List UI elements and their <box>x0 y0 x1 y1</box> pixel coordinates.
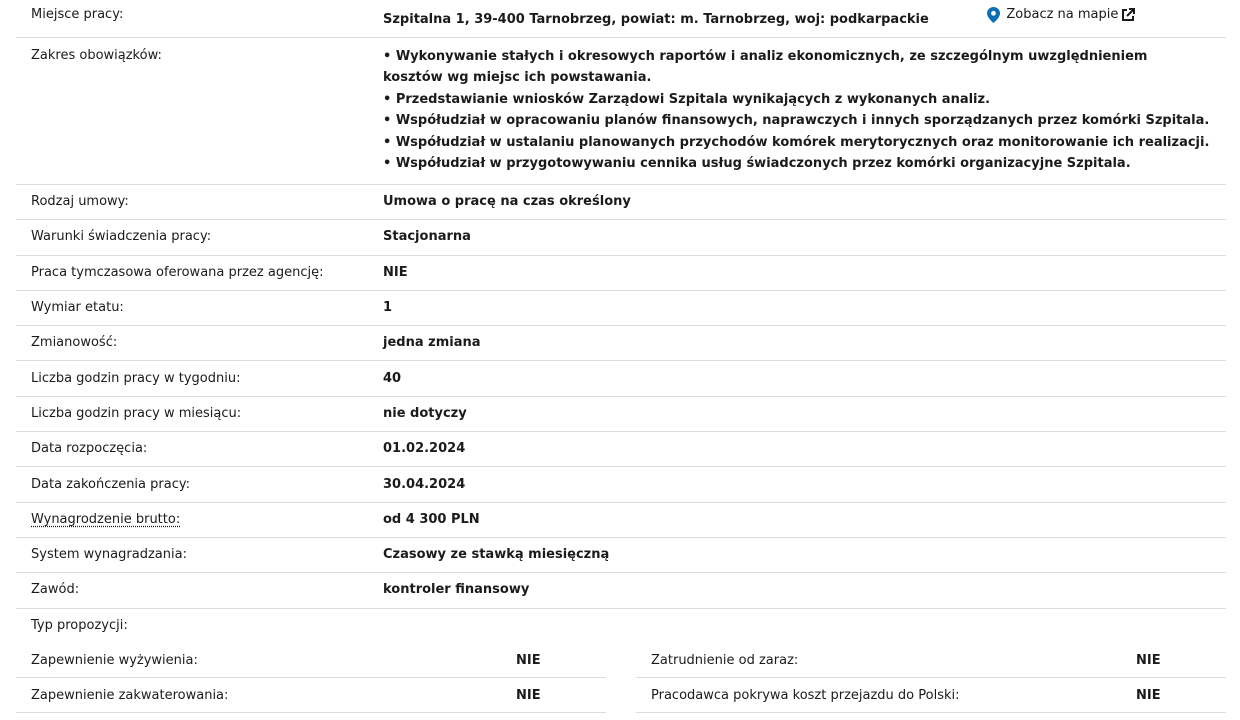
proposal-item <box>636 643 1226 678</box>
detail-value: kontroler finansowy <box>383 582 530 598</box>
row-end-date <box>16 467 1226 502</box>
detail-value: od 4 300 PLN <box>383 511 480 527</box>
salary-label[interactable] <box>16 512 383 528</box>
detail-value: Umowa o pracę na czas określony <box>383 194 631 210</box>
row-proposal-type <box>16 609 1226 643</box>
detail-label: Data rozpoczęcia: <box>31 441 148 457</box>
external-link-icon <box>1121 8 1135 22</box>
proposal-grid <box>16 643 1226 714</box>
row-contract-type <box>16 185 1226 220</box>
map-link-label: Zobacz na mapie <box>1006 7 1119 22</box>
proposal-item-value: NIE <box>516 652 541 668</box>
duty-item: • Przedstawianie wniosków Zarządowi Szpitala wynikających z wykonanych analiz. <box>383 91 991 107</box>
workplace-value <box>383 7 1226 28</box>
row-hours-week <box>16 361 1226 396</box>
row-shifts <box>16 326 1226 361</box>
row-work-conditions <box>16 220 1226 255</box>
proposal-item-value: NIE <box>1136 652 1161 668</box>
detail-label: Warunki świadczenia pracy: <box>31 229 212 245</box>
proposal-item-label: Zapewnienie wyżywienia: <box>31 652 198 668</box>
detail-value: 30.04.2024 <box>383 476 466 492</box>
proposal-item-label: Zatrudnienie od zaraz: <box>651 652 799 668</box>
proposal-item-label: Zapewnienie zakwaterowania: <box>31 687 229 703</box>
duties-label: Zakres obowiązków: <box>31 48 162 63</box>
detail-label: Zmianowość: <box>31 335 118 351</box>
duty-item: • Wykonywanie stałych i okresowych raportów i analiz ekonomicznych, ze szczególnym uwzględnieniem kosztów wg miejsc ich powstawania. <box>383 49 1148 86</box>
detail-value: 1 <box>383 300 393 316</box>
detail-value: 40 <box>383 370 402 386</box>
proposal-label: Typ propozycji: <box>31 617 128 633</box>
detail-label: Praca tymczasowa oferowana przez agencję: <box>31 264 324 280</box>
proposal-item <box>16 678 606 713</box>
detail-label: Wymiar etatu: <box>31 300 124 316</box>
detail-label: Data zakończenia pracy: <box>31 476 190 492</box>
proposal-left-column <box>16 643 606 714</box>
map-link[interactable] <box>987 7 1135 23</box>
row-temporary-agency <box>16 256 1226 291</box>
proposal-item-value: NIE <box>1136 687 1161 703</box>
duty-item: • Współudział w ustalaniu planowanych przychodów komórek merytorycznych oraz monitorowanie ich realizacji. <box>383 134 1210 150</box>
salary-label-text[interactable]: Wynagrodzenie brutto: <box>31 511 181 527</box>
proposal-item-value: NIE <box>516 687 541 703</box>
detail-label: Liczba godzin pracy w miesiącu: <box>31 405 242 421</box>
row-pay-system <box>16 538 1226 573</box>
proposal-item-label: Pracodawca pokrywa koszt przejazdu do Polski: <box>651 687 960 703</box>
proposal-item <box>16 643 606 678</box>
detail-label: Rodzaj umowy: <box>31 194 129 210</box>
row-salary <box>16 503 1226 538</box>
detail-value: Stacjonarna <box>383 229 471 245</box>
row-hours-month <box>16 397 1226 432</box>
map-pin-icon <box>987 7 1000 23</box>
workplace-address: Szpitalna 1, 39-400 Tarnobrzeg, powiat: m. Tarnobrzeg, woj: podkarpackie <box>383 12 929 27</box>
proposal-item <box>636 678 1226 713</box>
detail-value: jedna zmiana <box>383 335 481 351</box>
row-fte <box>16 291 1226 326</box>
detail-label: Liczba godzin pracy w tygodniu: <box>31 370 241 386</box>
duties-list <box>383 46 1226 184</box>
duty-item: • Współudział w przygotowywaniu cennika usług świadczonych przez komórki organizacyjne Szpitala. <box>383 156 1131 172</box>
row-profession <box>16 573 1226 608</box>
detail-label: Zawód: <box>31 582 80 598</box>
row-duties <box>16 38 1226 185</box>
row-workplace <box>16 0 1226 38</box>
workplace-label: Miejsce pracy: <box>31 7 124 22</box>
offer-details <box>16 0 1226 713</box>
detail-label: System wynagradzania: <box>31 547 187 563</box>
detail-value: Czasowy ze stawką miesięczną <box>383 547 610 563</box>
proposal-right-column <box>636 643 1226 714</box>
row-start-date <box>16 432 1226 467</box>
detail-value: NIE <box>383 264 408 280</box>
detail-value: nie dotyczy <box>383 405 467 421</box>
detail-value: 01.02.2024 <box>383 441 466 457</box>
duty-item: • Współudział w opracowaniu planów finansowych, naprawczych i innych sporządzanych przez komórki Szpitala. <box>383 113 1210 129</box>
